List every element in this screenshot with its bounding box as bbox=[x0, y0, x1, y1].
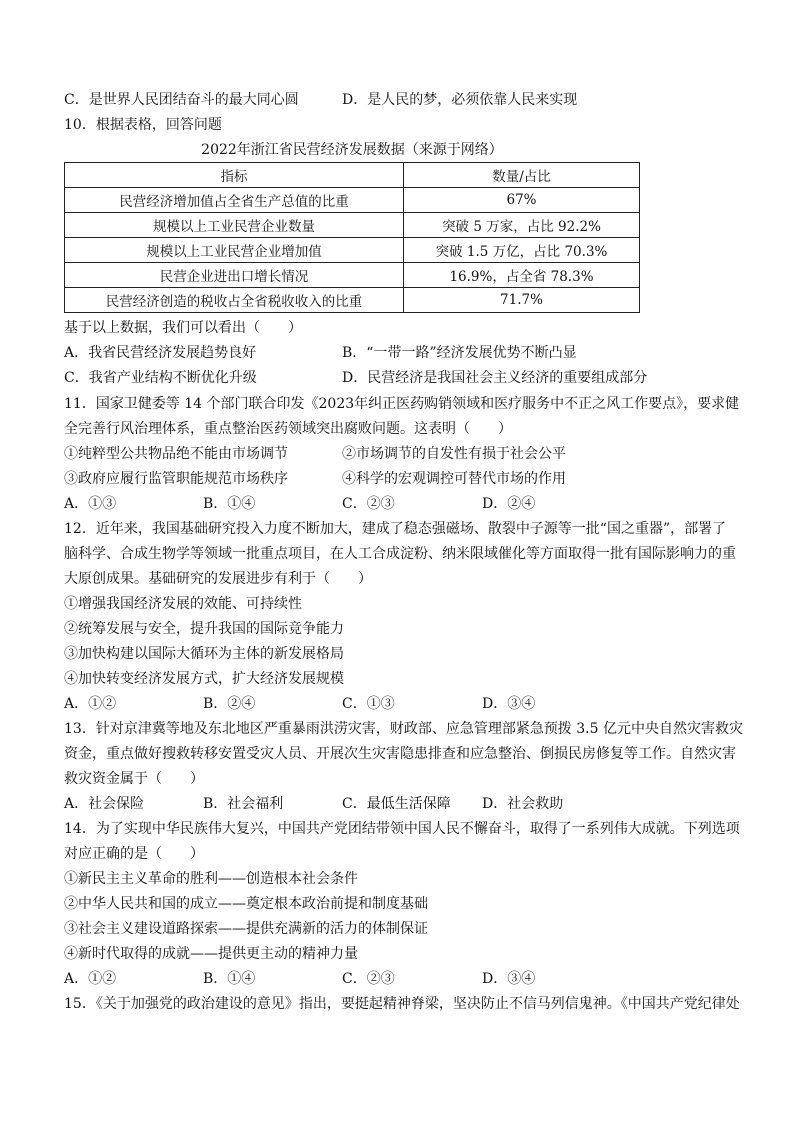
q14-option-a: A．①② bbox=[64, 971, 117, 987]
q12-statement-4: ④加快转变经济发展方式，扩大经济发展规模 bbox=[64, 671, 344, 687]
q12-statement-1: ①增强我国经济发展的效能、可持续性 bbox=[64, 596, 302, 612]
table-title: 2022年浙江省民营经济发展数据（来源于网络） bbox=[201, 142, 503, 158]
q14-statement-1: ①新民主主义革命的胜利——创造根本社会条件 bbox=[64, 871, 358, 887]
q14-statement-4: ④新时代取得的成就——提供更主动的精神力量 bbox=[64, 946, 358, 962]
table-cell: 规模以上工业民营企业数量 bbox=[65, 213, 404, 238]
q11-statement-1: ①纯粹型公共物品绝不能由市场调节 bbox=[64, 446, 288, 462]
q10-option-b: B．“一带一路”经济发展优势不断凸显 bbox=[342, 345, 577, 361]
table-cell: 民营经济增加值占全省生产总值的比重 bbox=[65, 188, 404, 213]
q9-option-d: D．是人民的梦，必须依靠人民来实现 bbox=[342, 92, 578, 108]
table-cell: 民营企业进出口增长情况 bbox=[65, 263, 404, 288]
table-cell: 71.7% bbox=[404, 288, 640, 313]
table-row bbox=[65, 188, 640, 213]
q13-option-b: B．社会福利 bbox=[203, 796, 284, 812]
data-table bbox=[64, 162, 640, 313]
q10-option-a: A．我省民营经济发展趋势良好 bbox=[64, 345, 257, 361]
q12-statement-3: ③加快构建以国际大循环为主体的新发展格局 bbox=[64, 646, 344, 662]
q12-option-a: A．①② bbox=[64, 696, 117, 712]
q13-option-a: A．社会保险 bbox=[64, 796, 145, 812]
q13-option-d: D．社会救助 bbox=[482, 796, 564, 812]
q11-option-b: B．①④ bbox=[203, 496, 256, 512]
table-header-cell: 数量/占比 bbox=[404, 163, 640, 188]
q14-statement-3: ③社会主义建设道路探索——提供充满新的活力的体制保证 bbox=[64, 921, 428, 937]
q12-stem-line: 12．近年来，我国基础研究投入力度不断加大，建成了稳态强磁场、散裂中子源等一批“国之重器”，部署了 bbox=[64, 521, 727, 537]
q11-statement-4: ④科学的宏观调控可替代市场的作用 bbox=[342, 471, 566, 487]
table-cell: 67% bbox=[404, 188, 640, 213]
q11-option-c: C．②③ bbox=[342, 496, 395, 512]
q13-stem-line: 13．针对京津冀等地及东北地区严重暴雨洪涝灾害，财政部、应急管理部紧急预拨 3.5 亿元中央自然灾害救灾 bbox=[64, 721, 743, 737]
table-row bbox=[65, 213, 640, 238]
q12-option-c: C．①③ bbox=[342, 696, 395, 712]
q10-option-c: C．我省产业结构不断优化升级 bbox=[64, 370, 257, 386]
q14-option-c: C．②③ bbox=[342, 971, 395, 987]
table-row bbox=[65, 288, 640, 313]
q12-stem-line: 大原创成果。基础研究的发展进步有利于（ ） bbox=[64, 571, 372, 587]
table-cell: 规模以上工业民营企业增加值 bbox=[65, 238, 404, 263]
table-row bbox=[65, 263, 640, 288]
table-cell: 突破 5 万家，占比 92.2% bbox=[404, 213, 640, 238]
q14-statement-2: ②中华人民共和国的成立——奠定根本政治前提和制度基础 bbox=[64, 896, 428, 912]
q11-statement-2: ②市场调节的自发性有损于社会公平 bbox=[342, 446, 566, 462]
q11-option-a: A．①③ bbox=[64, 496, 117, 512]
table-cell: 突破 1.5 万亿，占比 70.3% bbox=[404, 238, 640, 263]
q10-question: 基于以上数据，我们可以看出（ ） bbox=[64, 320, 302, 336]
q13-option-c: C．最低生活保障 bbox=[342, 796, 451, 812]
table-cell: 16.9%，占全省 78.3% bbox=[404, 263, 640, 288]
q11-stem-line: 全完善行风治理体系，重点整治医药领域突出腐败问题。这表明（ ） bbox=[64, 421, 512, 437]
q10-option-d: D．民营经济是我国社会主义经济的重要组成部分 bbox=[342, 370, 648, 386]
q14-stem-line: 对应正确的是（ ） bbox=[64, 846, 204, 862]
q12-option-d: D．③④ bbox=[482, 696, 536, 712]
q11-option-d: D．②④ bbox=[482, 496, 536, 512]
q9-option-c: C．是世界人民团结奋斗的最大同心圆 bbox=[64, 92, 299, 108]
q14-option-b: B．①④ bbox=[203, 971, 256, 987]
q13-stem-line: 资金，重点做好搜救转移安置受灾人员、开展次生灾害隐患排查和应急整治、倒损民房修复等工作。自然灾害 bbox=[64, 746, 736, 762]
q12-stem-line: 脑科学、合成生物学等领域一批重点项目，在人工合成淀粉、纳米限域催化等方面取得一批有国际影响力的重 bbox=[64, 546, 736, 562]
q12-statement-2: ②统筹发展与安全，提升我国的国际竞争能力 bbox=[64, 621, 344, 637]
q15-stem-line: 15．《关于加强党的政治建设的意见》指出，要挺起精神脊梁，坚决防止不信马列信鬼神。《中国共产党纪律处 bbox=[64, 996, 740, 1012]
table-row bbox=[65, 238, 640, 263]
q14-stem-line: 14．为了实现中华民族伟大复兴，中国共产党团结带领中国人民不懈奋斗，取得了一系列伟大成就。下列选项 bbox=[64, 821, 740, 837]
table-header-row bbox=[65, 163, 640, 188]
table-cell: 民营经济创造的税收占全省税收收入的比重 bbox=[65, 288, 404, 313]
q11-statement-3: ③政府应履行监管职能规范市场秩序 bbox=[64, 471, 288, 487]
q11-stem-line: 11．国家卫健委等 14 个部门联合印发《2023年纠正医药购销领域和医疗服务中不正之风工作要点》，要求健 bbox=[64, 396, 740, 412]
q14-option-d: D．③④ bbox=[482, 971, 536, 987]
q10-stem: 10．根据表格，回答问题 bbox=[64, 117, 222, 133]
table-header-cell: 指标 bbox=[65, 163, 404, 188]
q12-option-b: B．②④ bbox=[203, 696, 256, 712]
q13-stem-line: 救灾资金属于（ ） bbox=[64, 771, 204, 787]
